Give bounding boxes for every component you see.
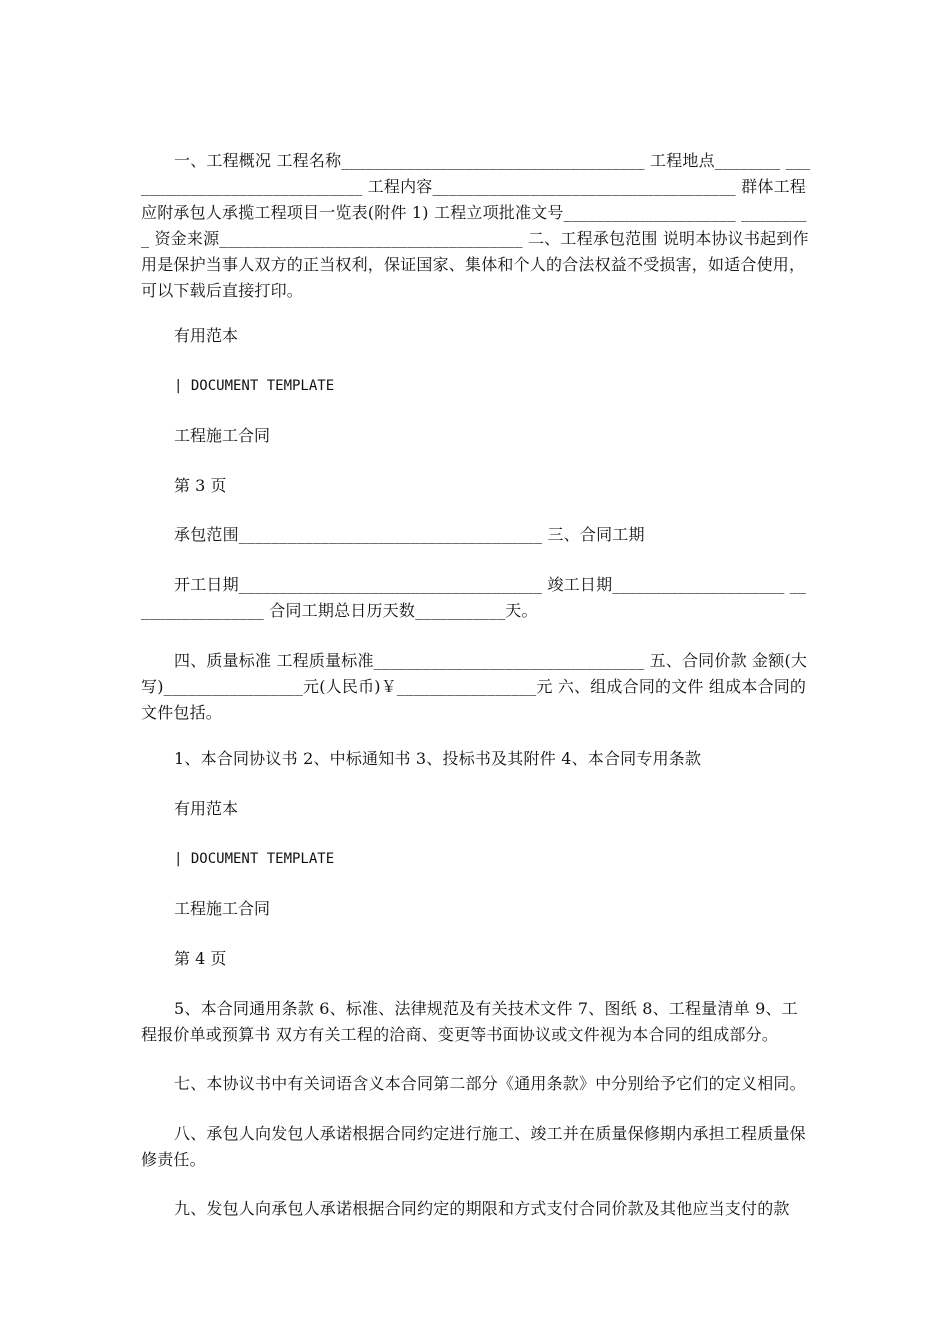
document-template-label: | DOCUMENT TEMPLATE bbox=[174, 378, 335, 394]
page-number: 第 4 页 bbox=[174, 949, 227, 968]
contract-title: 工程施工合同 bbox=[174, 426, 271, 445]
paragraph-definitions: 七、本协议书中有关词语含义本合同第二部分《通用条款》中分别给予它们的定义相同。 bbox=[174, 1074, 806, 1093]
paragraph-document-list: 1、本合同协议书 2、中标通知书 3、投标书及其附件 4、本合同专用条款 bbox=[174, 749, 702, 768]
useful-template-label: 有用范本 bbox=[174, 799, 239, 818]
paragraph-employer-commitment: 九、发包人向承包人承诺根据合同约定的期限和方式支付合同价款及其他应当支付的款 bbox=[174, 1199, 790, 1218]
paragraph-contract-period: 开工日期_____________________________________ 竣工日期_____________________ _________________ 合同工期总日历天数___________天。 bbox=[141, 575, 807, 620]
paragraph-contract-scope: 承包范围_____________________________________ 三、合同工期 bbox=[174, 525, 645, 544]
document-template-label: | DOCUMENT TEMPLATE bbox=[174, 851, 335, 867]
paragraph-general-terms: 5、本合同通用条款 6、标准、法律规范及有关技术文件 7、图纸 8、工程量清单 9、工程报价单或预算书 双方有关工程的洽商、变更等书面协议或文件视为本合同的组成部分。 bbox=[141, 999, 798, 1044]
paragraph-project-overview: 一、工程概况 工程名称_____________________________________ 工程地点________ ______________________________ 工程内容_____________________________________ 群体工程应附承包人承揽工程项目一览表(附件 1) 工程立项批准文号_____________________ _________ 资金来源_____________________________________ 二、工程承包范围 说明本协议书起到作用是保护当事人双方的正当权利，保证国家、集体和个人的合法权益不受损害，如适合使用，可以下载后直接打印。 bbox=[141, 151, 811, 300]
page-number: 第 3 页 bbox=[174, 476, 227, 495]
paragraph-contractor-commitment: 八、承包人向发包人承诺根据合同约定进行施工、竣工并在质量保修期内承担工程质量保修责任。 bbox=[141, 1124, 806, 1169]
paragraph-quality-price: 四、质量标准 工程质量标准_________________________________ 五、合同价款 金额(大写)_________________元(人民币)￥_________________元 六、组成合同的文件 组成本合同的文件包括。 bbox=[141, 651, 808, 722]
useful-template-label: 有用范本 bbox=[174, 326, 239, 345]
contract-title: 工程施工合同 bbox=[174, 899, 271, 918]
